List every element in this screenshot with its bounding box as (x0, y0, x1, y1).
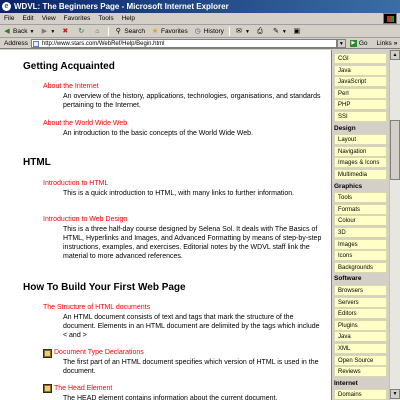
sidebar-item-layout[interactable]: Layout (334, 134, 387, 145)
sidebar-item-php[interactable]: PHP (334, 99, 387, 110)
link-intro-web-design[interactable]: Introduction to Web Design (43, 216, 128, 223)
history-button[interactable] (191, 26, 227, 38)
section-heading: Getting Acquainted (23, 61, 115, 72)
edit-icon: ✎ (272, 27, 279, 35)
sidebar-heading-internet: Internet (332, 378, 389, 389)
sidebar-item-open-source[interactable]: Open Source (334, 355, 387, 366)
edit-button[interactable] (269, 26, 290, 38)
toolbar (0, 26, 400, 38)
sidebar-item-ssi[interactable]: SSI (334, 111, 387, 122)
favorites-label: Favorites (160, 27, 188, 35)
entry-description: An overview of the history, applications, technologies, organisations, and standards pertaining to the Internet. (63, 93, 321, 109)
sidebar-item-editors[interactable]: Editors (334, 308, 387, 319)
sidebar-item-backgrounds[interactable]: Backgrounds (334, 262, 387, 273)
chevron-down-icon: ▼ (281, 28, 287, 35)
chevron-down-icon: ▼ (244, 28, 250, 35)
back-label: Back (13, 27, 28, 35)
entry-description: An HTML document consists of text and tags that mark the structure of the document. Elements in an HTML document are delimited by the tags which include < and > (63, 314, 320, 339)
sidebar-heading-software: Software (332, 273, 389, 284)
sidebar-heading-graphics: Graphics (332, 181, 389, 192)
link-about-internet[interactable]: About the Internet (43, 83, 99, 90)
address-bar (0, 38, 400, 49)
home-icon: ⌂ (95, 27, 100, 35)
vertical-scrollbar[interactable] (389, 50, 400, 400)
sidebar-item-tools[interactable]: Tools (334, 192, 387, 203)
window-title: WDVL: The Beginners Page - Microsoft Internet Explorer (14, 2, 229, 11)
sidebar-item-reviews[interactable]: Reviews (334, 366, 387, 377)
book-icon (43, 384, 52, 393)
address-dropdown-button[interactable]: ▼ (337, 39, 346, 48)
sidebar-item-formats[interactable]: Formats (334, 204, 387, 215)
menu-bar (0, 13, 400, 25)
go-arrow-icon: ▶ (351, 39, 356, 46)
menu-help[interactable]: Help (121, 14, 135, 22)
sidebar-item-servers[interactable]: Servers (334, 297, 387, 308)
address-url: http://www.stars.com/WebRef/Help/Begin.html (41, 40, 165, 47)
sidebar-item-images[interactable]: Images (334, 239, 387, 250)
link-intro-html[interactable]: Introduction to HTML (43, 180, 109, 187)
scroll-thumb[interactable] (390, 120, 400, 180)
discuss-button[interactable] (290, 26, 306, 38)
toolbar-separator (108, 27, 109, 36)
sidebar-item-javascript[interactable]: JavaScript (334, 76, 387, 87)
sidebar-nav (331, 50, 389, 400)
sidebar-item-3d[interactable]: 3D (334, 227, 387, 238)
sidebar-heading-design: Design (332, 123, 389, 134)
refresh-button[interactable] (74, 26, 90, 38)
mail-button[interactable] (232, 26, 253, 38)
entry-description: An introduction to the basic concepts of the World Wide Web. (63, 130, 254, 137)
chevron-down-icon: ▼ (29, 28, 35, 35)
print-button[interactable] (253, 26, 269, 38)
go-label: Go (358, 39, 368, 47)
search-label: Search (124, 27, 145, 35)
print-icon: ⎙ (257, 27, 263, 35)
sidebar-item-colour[interactable]: Colour (334, 215, 387, 226)
links-button[interactable]: Links (376, 39, 392, 47)
sidebar-item-images-icons[interactable]: Images & Icons (334, 157, 387, 168)
sidebar-item-multimedia[interactable]: Multimedia (334, 169, 387, 180)
menu-favorites[interactable]: Favorites (63, 14, 91, 22)
entry-description: This is a quick introduction to HTML, with many links to further information. (63, 190, 295, 197)
sidebar-item-navigation[interactable]: Navigation (334, 146, 387, 157)
forward-button[interactable] (37, 26, 58, 38)
link-head-element[interactable]: The Head Element (54, 385, 113, 392)
go-button[interactable] (346, 40, 374, 47)
section-heading: HTML (23, 157, 51, 168)
toolbar-separator (229, 27, 230, 36)
history-icon: ◷ (194, 27, 201, 35)
search-icon: ⚲ (115, 27, 121, 35)
back-button[interactable] (0, 26, 37, 38)
address-label: Address (4, 39, 28, 47)
menu-file[interactable]: File (4, 14, 15, 22)
favorites-icon: ★ (151, 27, 159, 35)
address-input[interactable] (31, 39, 337, 48)
chevron-down-icon: ▼ (50, 28, 56, 35)
entry-description: The first part of an HTML document specifies which version of HTML is used in the document. (63, 359, 319, 375)
mail-icon: ✉ (236, 27, 242, 35)
sidebar-item-cgi[interactable]: CGI (334, 53, 387, 64)
favorites-button[interactable] (148, 26, 191, 38)
back-arrow-icon: ◀ (4, 27, 10, 35)
page-content (0, 50, 331, 400)
link-structure-html[interactable]: The Structure of HTML documents (43, 304, 151, 311)
sidebar-item-icons[interactable]: Icons (334, 250, 387, 261)
windows-logo-icon (383, 13, 397, 24)
link-about-www[interactable]: About the World Wide Web (43, 120, 128, 127)
sidebar-item-xml[interactable]: XML (334, 343, 387, 354)
entry-description: This is a three half-day course designed by Selena Sol. It deals with The Basics of HTML, Hyperlinks and Images, and Advanced Formatting by means of step-by-step instructions, examples, and exercises. Editorial notes by the WDVL staff link the material to more advanced references. (63, 226, 322, 260)
ie-icon: e (2, 2, 11, 11)
book-icon (43, 349, 52, 358)
sidebar-item-java[interactable]: Java (334, 65, 387, 76)
refresh-icon: ↻ (78, 27, 85, 35)
link-doctype[interactable]: Document Type Declarations (54, 349, 144, 356)
page-icon (33, 41, 39, 47)
stop-button[interactable] (58, 26, 74, 38)
forward-arrow-icon: ▶ (41, 27, 48, 35)
discuss-icon: ▣ (293, 27, 301, 35)
scroll-down-arrow-icon[interactable]: ▼ (390, 389, 400, 399)
stop-icon: ✖ (62, 27, 69, 35)
sidebar-item-plugins[interactable]: Plugins (334, 320, 387, 331)
menu-tools[interactable]: Tools (98, 14, 114, 22)
menu-view[interactable]: View (41, 14, 56, 22)
links-chevron-icon[interactable]: » (393, 39, 398, 47)
home-button[interactable] (90, 26, 106, 38)
sidebar-item-browsers[interactable]: Browsers (334, 285, 387, 296)
title-bar[interactable] (0, 0, 400, 13)
sidebar-item-domains[interactable]: Domains (334, 389, 387, 400)
sidebar-item-perl[interactable]: Perl (334, 88, 387, 99)
scroll-up-arrow-icon[interactable]: ▲ (390, 50, 400, 60)
menu-edit[interactable]: Edit (22, 14, 34, 22)
sidebar-item-java[interactable]: Java (334, 331, 387, 342)
search-button[interactable] (111, 26, 148, 38)
history-label: History (203, 27, 224, 35)
section-heading: How To Build Your First Web Page (23, 282, 186, 293)
entry-description: The HEAD element contains information about the current document. (63, 395, 278, 400)
